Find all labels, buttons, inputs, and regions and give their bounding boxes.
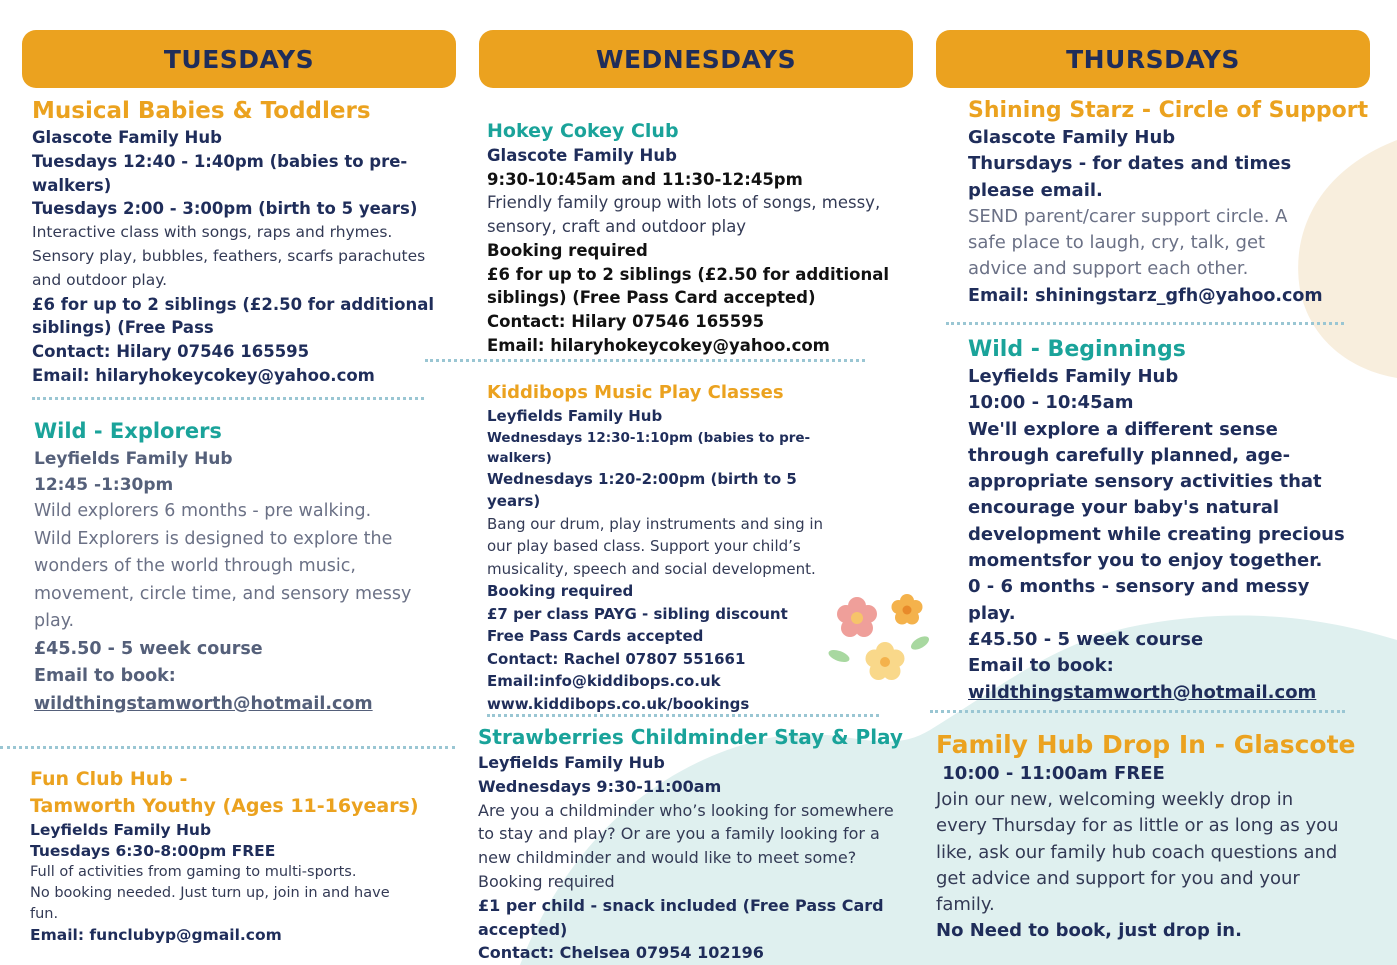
hokey-cokey-desc2: sensory, craft and outdoor play: [487, 217, 747, 237]
hokey-cokey-booking: Booking required: [487, 240, 648, 260]
wild-beginnings-section: [968, 335, 1388, 706]
wild-beginnings-desc6: momentsfor you to enjoy together.: [968, 550, 1323, 572]
wild-beginnings-desc1: We'll explore a different sense: [968, 418, 1278, 440]
strawberries-section: [478, 724, 923, 965]
wild-beginnings-title: Wild - Beginnings: [968, 337, 1186, 362]
kiddibops-contact: Contact: Rachel 07807 551661: [487, 649, 746, 668]
divider: [425, 359, 865, 362]
drop-in-no-booking: No Need to book, just drop in.: [936, 920, 1242, 942]
thursdays-header: THURSDAYS: [936, 30, 1370, 88]
musical-babies-time1a: Tuesdays 12:40 - 1:40pm (babies to pre-: [32, 151, 408, 171]
wild-explorers-price: £45.50 - 5 week course: [34, 638, 263, 659]
kiddibops-time1b: walkers): [487, 449, 552, 466]
fun-club-email[interactable]: Email: funclubyp@gmail.com: [30, 926, 282, 944]
flowers-illustration: [825, 588, 935, 688]
shining-starz-desc3: advice and support each other.: [968, 258, 1249, 280]
kiddibops-freepass: Free Pass Cards accepted: [487, 627, 704, 645]
kiddibops-desc3: musicality, speech and social development.: [487, 559, 816, 578]
musical-babies-title: Musical Babies & Toddlers: [32, 98, 371, 124]
divider: [930, 710, 1345, 713]
strawberries-desc3: new childminder and would like to meet some?: [478, 848, 857, 868]
drop-in-desc2: every Thursday for as little or as long as you: [936, 815, 1339, 837]
kiddibops-booking: Booking required: [487, 582, 634, 600]
hokey-cokey-desc1: Friendly family group with lots of songs, messy,: [487, 193, 881, 213]
drop-in-desc1: Join our new, welcoming weekly drop in: [936, 789, 1294, 811]
hokey-cokey-contact: Contact: Hilary 07546 165595: [487, 311, 765, 331]
wild-explorers-desc4: movement, circle time, and sensory messy: [34, 583, 412, 604]
wild-explorers-venue: Leyfields Family Hub: [34, 449, 233, 469]
strawberries-desc1: Are you a childminder who’s looking for somewhere: [478, 800, 894, 820]
wild-beginnings-time: 10:00 - 10:45am: [968, 392, 1134, 414]
divider: [32, 397, 424, 400]
shining-starz-desc2: safe place to laugh, cry, talk, get: [968, 232, 1266, 254]
musical-babies-email[interactable]: Email: hilaryhokeycokey@yahoo.com: [32, 365, 375, 385]
wild-beginnings-desc4: encourage your baby's natural: [968, 497, 1280, 519]
shining-starz-email[interactable]: Email: shiningstarz_gfh@yahoo.com: [968, 285, 1323, 306]
wild-beginnings-desc7: 0 - 6 months - sensory and messy: [968, 576, 1310, 598]
kiddibops-venue: Leyfields Family Hub: [487, 407, 663, 425]
wild-explorers-book: Email to book:: [34, 666, 176, 686]
fun-club-title1: Fun Club Hub -: [30, 768, 188, 790]
wild-explorers-email-link[interactable]: wildthingstamworth@hotmail.com: [34, 693, 373, 714]
hokey-cokey-section: [487, 118, 912, 357]
strawberries-desc4: Booking required: [478, 871, 615, 891]
musical-babies-venue: Glascote Family Hub: [32, 128, 222, 147]
kiddibops-time1a: Wednesdays 12:30-1:10pm (babies to pre-: [487, 429, 811, 446]
wild-explorers-time: 12:45 -1:30pm: [34, 475, 174, 495]
hokey-cokey-venue: Glascote Family Hub: [487, 146, 677, 165]
wild-beginnings-desc5: development while creating precious: [968, 523, 1345, 545]
musical-babies-price1: £6 for up to 2 siblings (£2.50 for additional: [32, 294, 435, 314]
wednesdays-header: WEDNESDAYS: [479, 30, 913, 88]
drop-in-desc4: get advice and support for you and your: [936, 867, 1300, 889]
shining-starz-time2: please email.: [968, 179, 1103, 201]
musical-babies-contact: Contact: Hilary 07546 165595: [32, 342, 310, 362]
drop-in-section: [936, 728, 1381, 944]
shining-starz-time1: Thursdays - for dates and times: [968, 153, 1292, 175]
musical-babies-desc3: and outdoor play.: [32, 270, 168, 289]
kiddibops-website[interactable]: www.kiddibops.co.uk/bookings: [487, 694, 750, 713]
strawberries-venue: Leyfields Family Hub: [478, 753, 665, 772]
wild-explorers-desc2: Wild Explorers is designed to explore the: [34, 528, 393, 549]
kiddibops-desc1: Bang our drum, play instruments and sing in: [487, 514, 824, 533]
strawberries-price2: accepted): [478, 919, 568, 939]
strawberries-desc2: to stay and play? Or are you a family looking for a: [478, 824, 880, 844]
divider: [946, 322, 1344, 325]
divider: [487, 714, 879, 717]
kiddibops-email[interactable]: Email:info@kiddibops.co.uk: [487, 672, 721, 690]
musical-babies-section: [32, 96, 457, 388]
fun-club-desc1: Full of activities from gaming to multi-sports.: [30, 864, 357, 880]
divider: [0, 746, 455, 749]
drop-in-desc3: like, ask our family hub coach questions and: [936, 841, 1338, 863]
shining-starz-desc1: SEND parent/carer support circle. A: [968, 205, 1288, 227]
drop-in-time: 10:00 - 11:00am FREE: [936, 763, 1165, 784]
fun-club-time: Tuesdays 6:30-8:00pm FREE: [30, 842, 276, 860]
wild-beginnings-desc3: appropriate sensory activities that: [968, 471, 1322, 493]
wild-beginnings-book: Email to book:: [968, 655, 1114, 677]
fun-club-desc2: No booking needed. Just turn up, join in and have: [30, 885, 390, 901]
musical-babies-time2: Tuesdays 2:00 - 3:00pm (birth to 5 years): [32, 199, 418, 219]
hokey-cokey-title: Hokey Cokey Club: [487, 120, 679, 142]
wild-explorers-desc3: wonders of the world through music,: [34, 556, 356, 576]
tuesdays-header: TUESDAYS: [22, 30, 456, 88]
fun-club-section: [30, 766, 450, 946]
wild-explorers-desc1: Wild explorers 6 months - pre walking.: [34, 501, 372, 521]
hokey-cokey-email[interactable]: Email: hilaryhokeycokey@yahoo.com: [487, 335, 830, 355]
strawberries-time: Wednesdays 9:30-11:00am: [478, 776, 722, 796]
kiddibops-time2b: years): [487, 492, 541, 510]
shining-starz-section: [968, 96, 1388, 309]
hokey-cokey-price1: £6 for up to 2 siblings (£2.50 for additional: [487, 264, 890, 284]
shining-starz-title: Shining Starz - Circle of Support: [968, 98, 1369, 123]
wild-beginnings-venue: Leyfields Family Hub: [968, 366, 1179, 387]
hokey-cokey-time: 9:30-10:45am and 11:30-12:45pm: [487, 169, 803, 189]
musical-babies-time1b: walkers): [32, 175, 112, 195]
kiddibops-time2a: Wednesdays 1:20-2:00pm (birth to 5: [487, 469, 797, 488]
wild-explorers-title: Wild - Explorers: [34, 419, 222, 443]
musical-babies-desc1: Interactive class with songs, raps and rhymes.: [32, 223, 393, 242]
strawberries-contact: Contact: Chelsea 07954 102196: [478, 943, 764, 963]
hokey-cokey-price2: siblings) (Free Pass Card accepted): [487, 288, 816, 308]
kiddibops-section: [487, 380, 847, 715]
musical-babies-price2: siblings) (Free Pass: [32, 318, 214, 338]
kiddibops-desc2: our play based class. Support your child’s: [487, 537, 801, 555]
musical-babies-desc2: Sensory play, bubbles, feathers, scarfs parachutes: [32, 246, 426, 265]
strawberries-price1: £1 per child - snack included (Free Pass Card: [478, 895, 884, 915]
kiddibops-price: £7 per class PAYG - sibling discount: [487, 604, 788, 623]
wild-beginnings-desc2: through carefully planned, age-: [968, 444, 1291, 466]
fun-club-desc3: fun.: [30, 906, 59, 922]
fun-club-title2: Tamworth Youthy (Ages 11-16years): [30, 795, 419, 817]
strawberries-title: Strawberries Childminder Stay & Play: [478, 725, 903, 749]
kiddibops-title: Kiddibops Music Play Classes: [487, 382, 784, 403]
drop-in-desc5: family.: [936, 894, 995, 916]
wild-explorers-section: [34, 416, 459, 718]
wild-explorers-desc5: play.: [34, 611, 75, 631]
fun-club-venue: Leyfields Family Hub: [30, 821, 212, 839]
drop-in-title: Family Hub Drop In - Glascote: [936, 730, 1356, 759]
wild-beginnings-desc8: play.: [968, 602, 1016, 624]
shining-starz-venue: Glascote Family Hub: [968, 127, 1176, 148]
wild-beginnings-email-link[interactable]: wildthingstamworth@hotmail.com: [968, 681, 1317, 703]
wild-beginnings-price: £45.50 - 5 week course: [968, 628, 1204, 650]
